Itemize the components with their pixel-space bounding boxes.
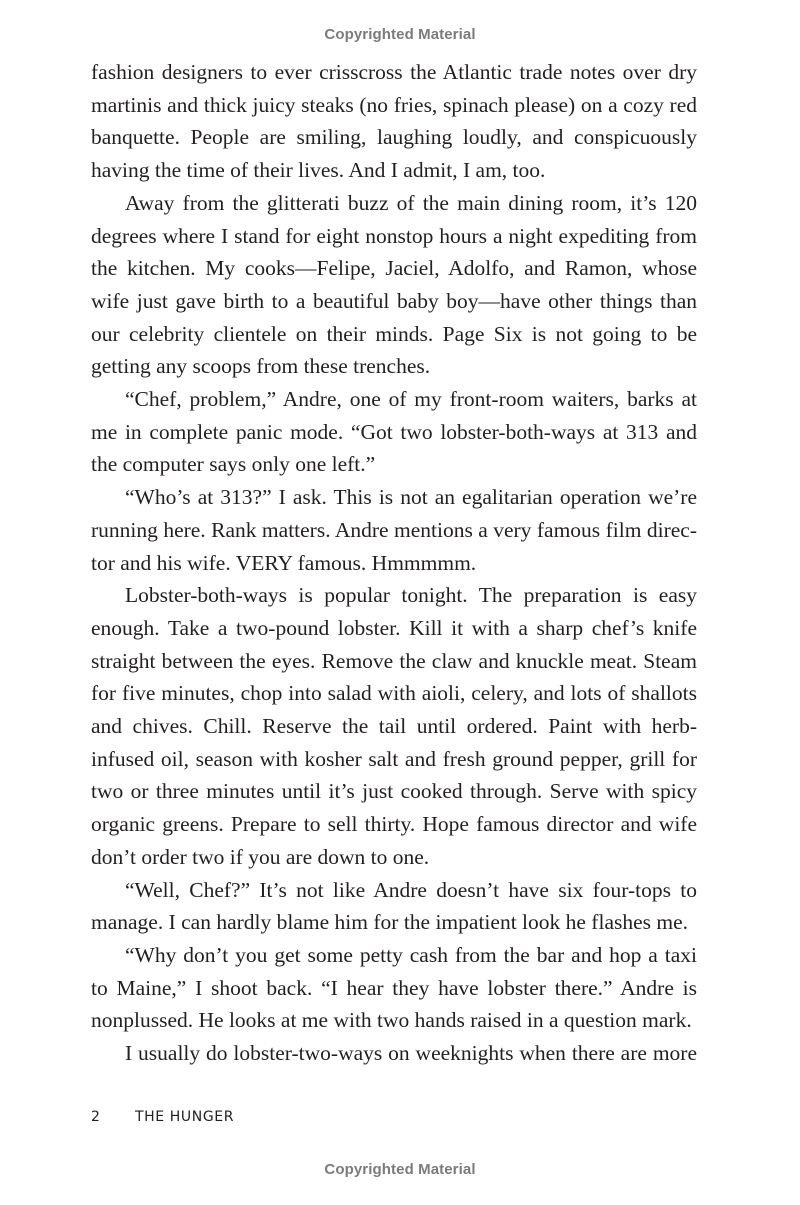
- paragraph: “Who’s at 313?” I ask. This is not an egalitarian operation we’re running here. Rank matters. Andre mentions a very famous film director and his wife. VERY famous. Hmmmmm.: [91, 485, 697, 575]
- paragraph: “Well, Chef?” It’s not like Andre doesn’t have six four-tops to manage. I can hardly blame him for the impatient look he flashes me.: [91, 877, 697, 935]
- paragraph: “Why don’t you get some petty cash from the bar and hop a taxi to Maine,” I shoot back. “I hear they have lobster there.” Andre is nonplussed. He looks at me with two hands raised in a question mark.: [91, 942, 697, 1033]
- paragraph-last: I usually do lobster-two-ways on weeknights when there are more: [125, 1041, 697, 1066]
- paragraph: “Chef, problem,” Andre, one of my front-room waiters, barks at me in complete panic mode. “Got two lobster-both-ways at 313 and the computer says only one left.”: [91, 387, 697, 477]
- paragraph: Lobster-both-ways is popular tonight. The preparation is easy enough. Take a two-pound lobster. Kill it with a sharp chef’s knife straight between the eyes. Remove the claw and knuckle meat. Steam for five minutes, chop into salad with aioli, celery, and lots of shallots and chives. Chill. Reserve the tail until ordered. Paint with herb-infused oil, season with kosher salt and fresh ground pepper, grill for two or three minutes until it’s just cooked through. Serve with spicy organic greens. Prepare to sell thirty. Hope famous director and wife don’t order two if you are down to one.: [91, 583, 697, 869]
- page-footer: [91, 1109, 234, 1125]
- running-title: THE HUNGER: [135, 1109, 235, 1125]
- paragraph: Away from the glitterati buzz of the main dining room, it’s 120 degrees where I stand for eight nonstop hours a night expediting from the kitchen. My cooks—Felipe, Jaciel, Adolfo, and Ramon, whose wife just gave birth to a beautiful baby boy—have other things than our celebrity clientele on their minds. Page Six is not going to be getting any scoops from these trenches.: [91, 190, 697, 379]
- paragraph-continued: fashion designers to ever crisscross the Atlantic trade notes over dry martinis and thick juicy steaks (no fries, spinach please) on a cozy red banquette. People are smiling, laughing loudly, and conspicuously having the time of their lives. And I admit, I am, too.: [91, 60, 697, 183]
- page-number: 2: [91, 1109, 101, 1125]
- page-body: [91, 56, 697, 1070]
- copyright-watermark-top: Copyrighted Material: [324, 26, 476, 43]
- copyright-watermark-bottom: Copyrighted Material: [324, 1161, 476, 1178]
